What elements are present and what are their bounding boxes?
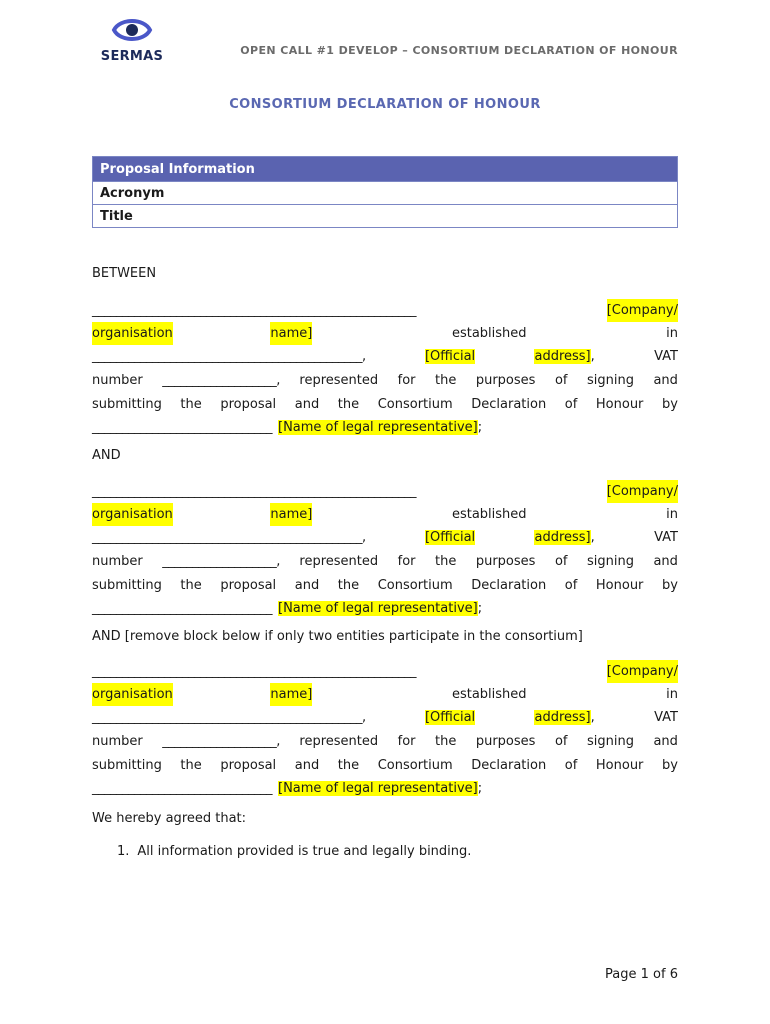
page-number: Page 1 of 6 — [605, 967, 678, 982]
and-label: AND — [92, 448, 121, 463]
table-header-row — [93, 157, 678, 182]
sermas-logo — [96, 16, 168, 68]
table-header-cell: Proposal Information — [93, 157, 678, 182]
table-row — [93, 205, 678, 228]
list-item-number: 1. — [117, 844, 130, 859]
and-remove-note: AND [remove block below if only two entities participate in the consortium] — [92, 629, 583, 644]
logo-text: SERMAS — [100, 49, 164, 64]
acronym-cell: Acronym — [93, 182, 678, 205]
document-title: CONSORTIUM DECLARATION OF HONOUR — [229, 97, 541, 112]
between-label: BETWEEN — [92, 266, 157, 281]
running-header: OPEN CALL #1 DEVELOP – CONSORTIUM DECLARATION OF HONOUR — [240, 44, 678, 57]
list-item — [117, 844, 471, 859]
agreement-intro: We hereby agreed that: — [92, 811, 247, 826]
title-cell: Title — [93, 205, 678, 228]
proposal-information-table — [92, 156, 678, 228]
table-row — [93, 182, 678, 205]
sermas-logo-icon — [108, 16, 156, 50]
list-item-text: All information provided is true and legally binding. — [137, 844, 472, 859]
